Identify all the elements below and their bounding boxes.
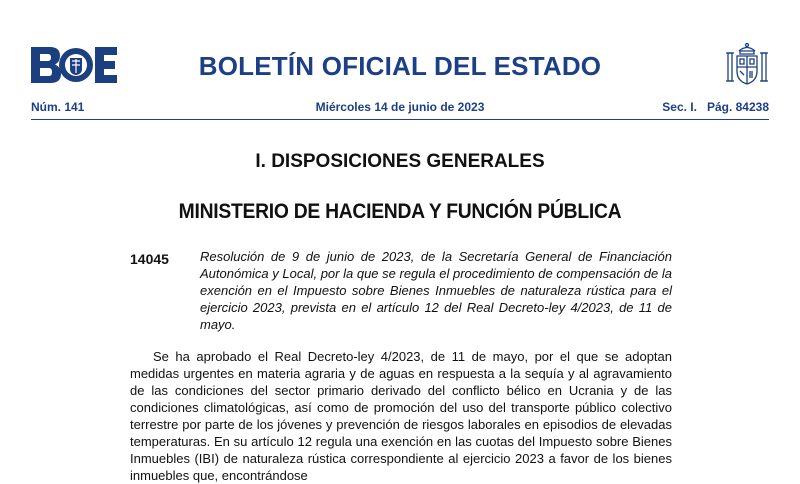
- page-number: Pág. 84238: [706, 100, 769, 114]
- ministry-heading: MINISTERIO DE HACIENDA Y FUNCIÓN PÚBLICA: [178, 200, 622, 223]
- issue-meta-row: [31, 100, 769, 116]
- issue-number: Núm. 141: [31, 100, 85, 114]
- gazette-title: BOLETÍN OFICIAL DEL ESTADO: [198, 51, 602, 81]
- header-divider: [31, 119, 769, 120]
- issue-date: Miércoles 14 de junio de 2023: [315, 100, 485, 114]
- resolution-summary: Resolución de 9 de junio de 2023, de la Secretaría General de Financiación Autonómica y Local, por la que se regula el procedimiento de compensación de la exención en el Impuesto sobre Bienes Inmuebles de naturaleza rústica para el ejercicio 2023, prevista en el artículo 12 del Real Decreto-ley 4/2023, de 11 de mayo.: [200, 249, 672, 332]
- section-label: Sec. I.: [662, 100, 697, 114]
- section-page: [662, 100, 769, 114]
- boe-logo-mark: [31, 47, 117, 83]
- section-heading: I. DISPOSICIONES GENERALES: [255, 151, 545, 172]
- resolution-number: 14045: [130, 251, 169, 267]
- boe-logo: [31, 47, 117, 83]
- coat-of-arms-icon: [725, 41, 769, 87]
- body-paragraph: Se ha aprobado el Real Decreto-ley 4/2023, de 11 de mayo, por el que se adoptan medidas urgentes en materia agraria y de aguas en respuesta a la sequía y al agravamiento de las condiciones del sector primario derivado del conflicto bélico en Ucrania y de las condiciones climatológicas, así como de promoción del uso del transporte público colectivo terrestre por parte de los jóvenes y prevención de riesgos laborales en episodios de elevadas temperaturas. En su artículo 12 regula una exención en las cuotas del Impuesto sobre Bienes Inmuebles (IBI) de naturaleza rústica correspondiente al ejercicio 2023 a favor de los bienes inmuebles que, encontrándose: [130, 349, 672, 483]
